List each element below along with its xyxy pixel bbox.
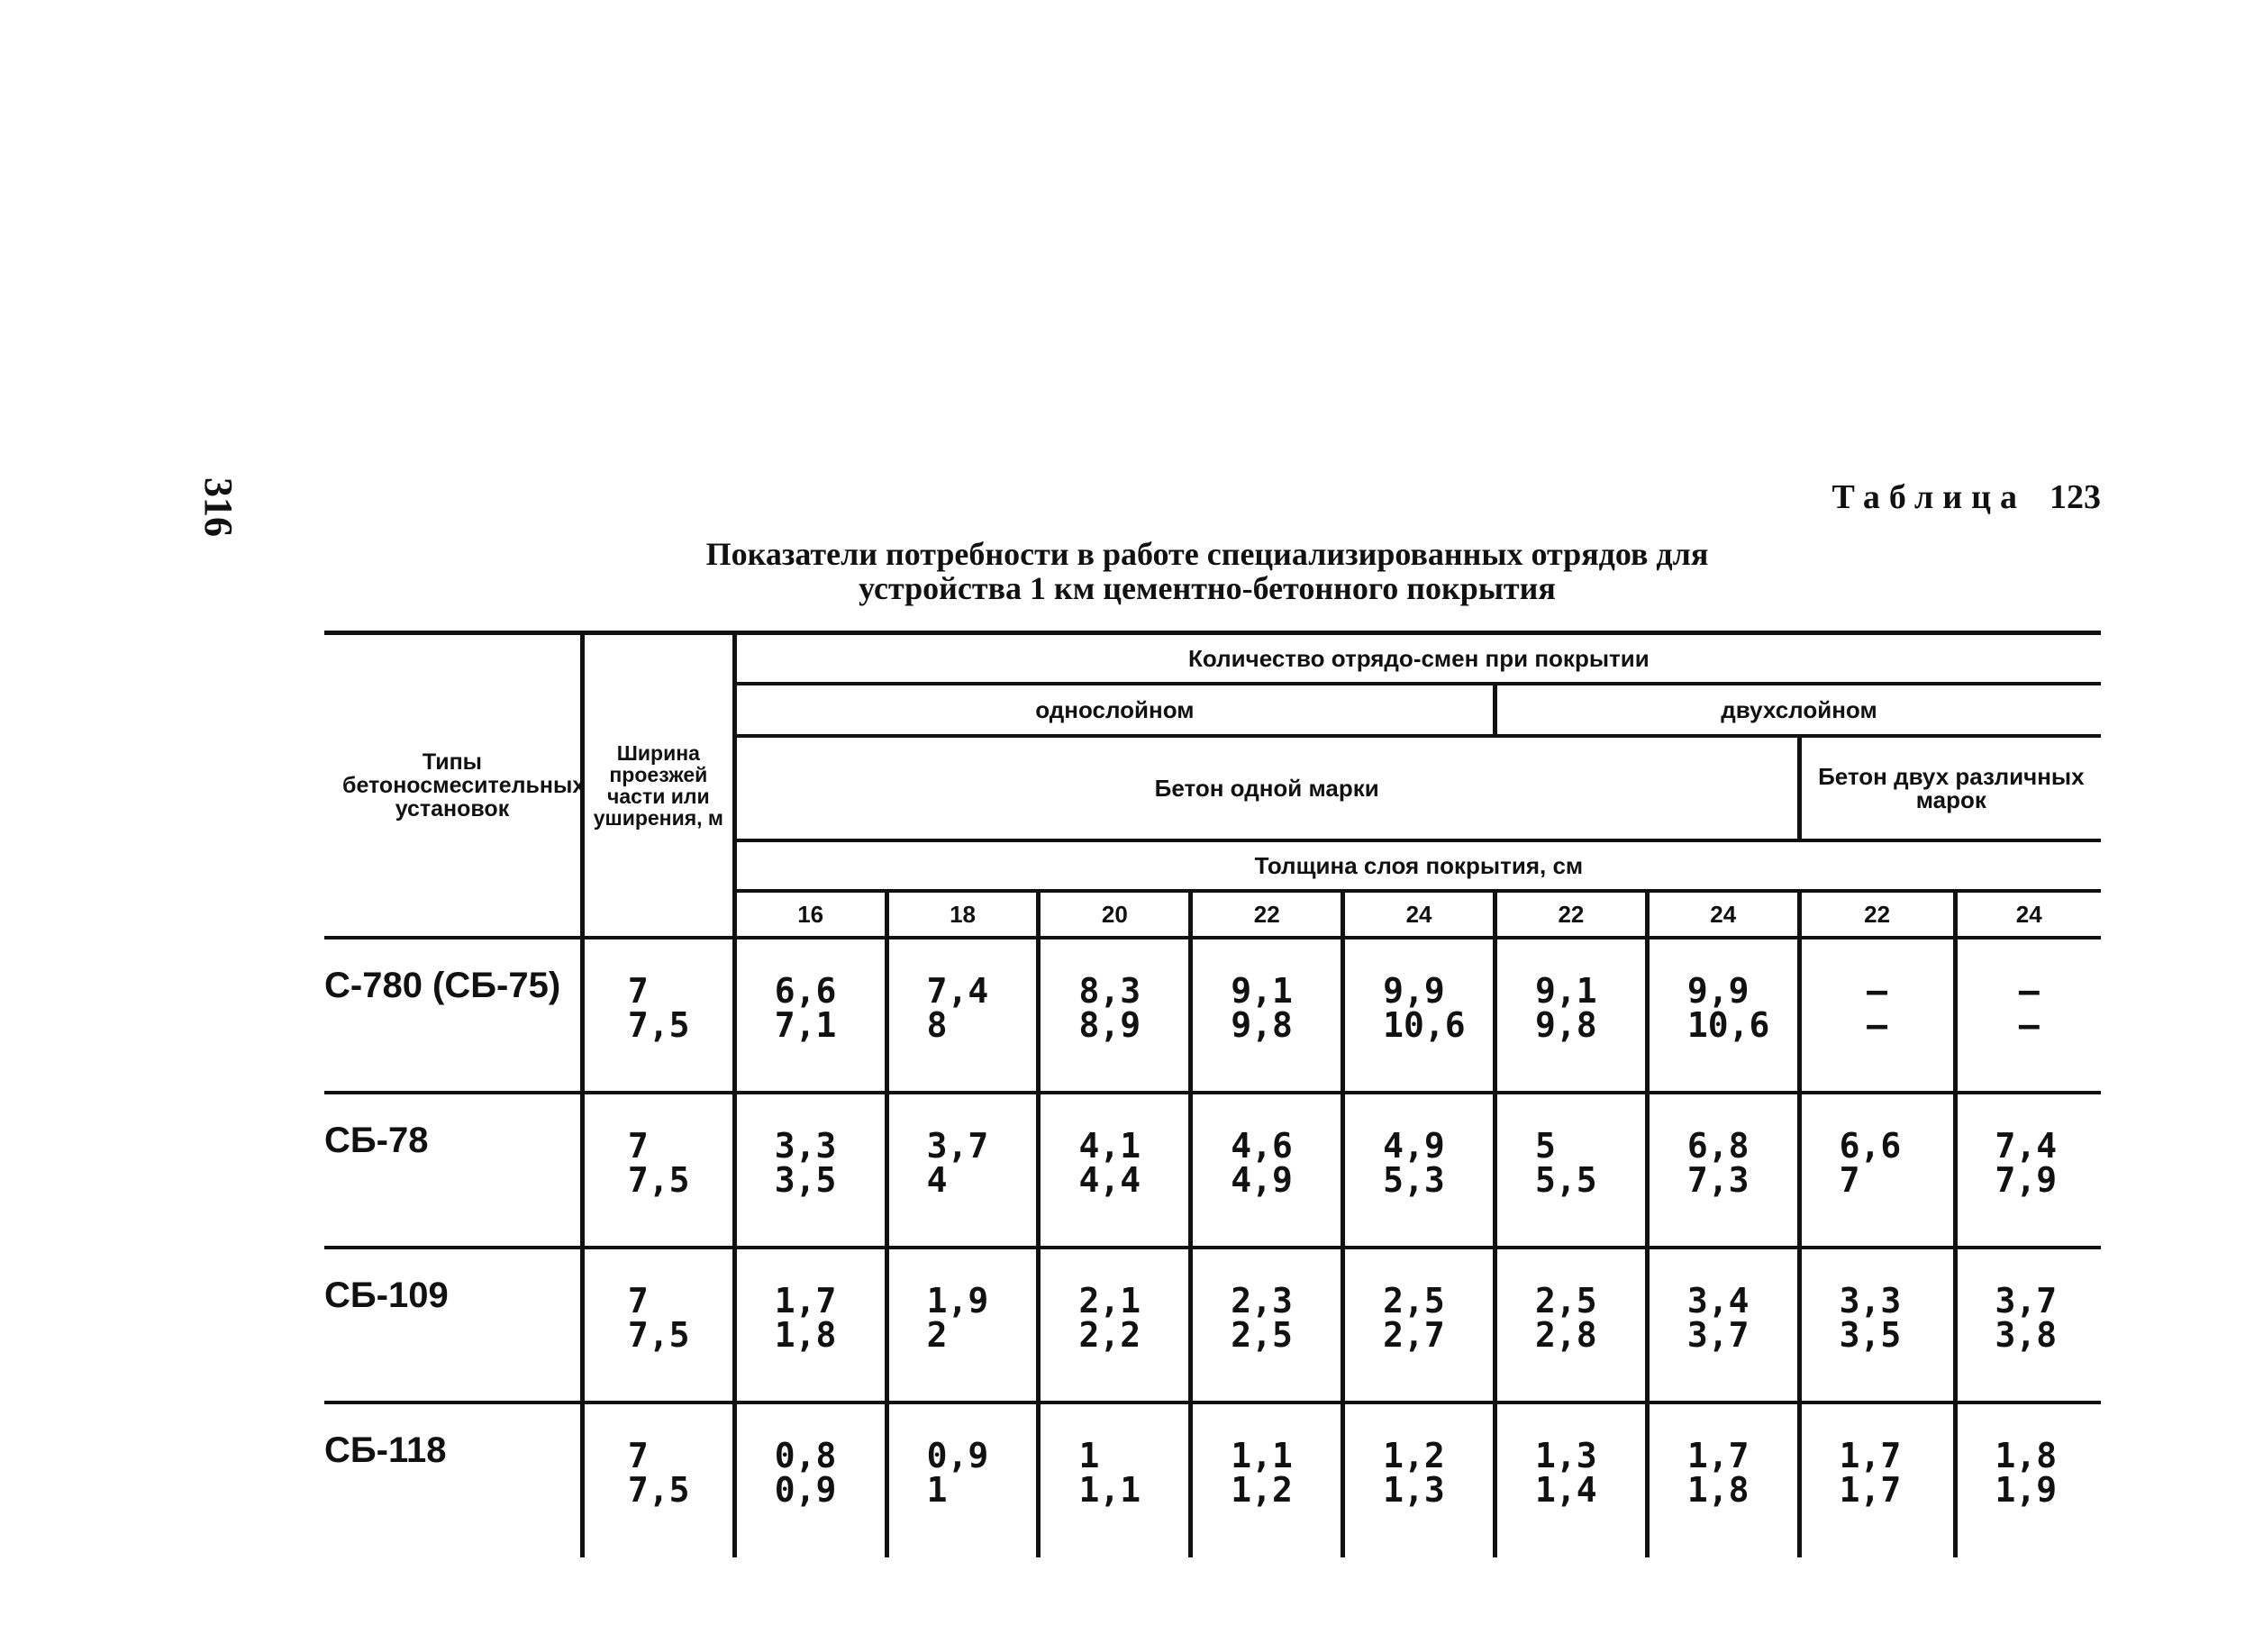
cell-line: 2,2 — [1078, 1314, 1141, 1355]
cell-line: 1,1 — [1078, 1469, 1141, 1510]
cell-line: 2,3 — [1231, 1280, 1293, 1321]
cell-line: 3,8 — [1995, 1314, 2058, 1355]
table-cell — [1955, 1402, 2101, 1557]
table-cell — [734, 1093, 886, 1248]
table-cell — [1647, 1248, 1799, 1402]
col-header: 24 — [1343, 891, 1495, 938]
cell-line: 10,6 — [1686, 1004, 1770, 1045]
cell-line: 7,5 — [627, 1469, 690, 1510]
table-cell — [886, 938, 1039, 1093]
cell-line: 2,1 — [1078, 1280, 1141, 1321]
cell-line: 7 — [627, 1280, 649, 1321]
table-cell — [1799, 1402, 1955, 1557]
cell-line: 2,5 — [1383, 1280, 1445, 1321]
cell-line: 1,8 — [1995, 1435, 2058, 1475]
cell-line: 1,3 — [1534, 1435, 1597, 1475]
cell-line: 1,7 — [1686, 1435, 1750, 1475]
table-cell — [1955, 938, 2101, 1093]
table-cell — [1495, 1402, 1647, 1557]
row-type: СБ-78 — [324, 1093, 582, 1248]
table-cell — [1799, 938, 1955, 1093]
cell-line: 7 — [627, 1435, 649, 1475]
cell-line: 3,5 — [774, 1159, 837, 1200]
cell-line: 7,4 — [926, 970, 989, 1011]
cell-line: 1,4 — [1534, 1469, 1597, 1510]
cell-line: 1,7 — [1839, 1435, 1902, 1475]
row-width — [582, 1248, 734, 1402]
col-header: 24 — [1647, 891, 1799, 938]
cell-line: 1,1 — [1231, 1435, 1293, 1475]
col-header: 18 — [886, 891, 1039, 938]
cell-line: 3,7 — [1686, 1314, 1750, 1355]
data-table — [324, 631, 2101, 1557]
header-count: Количество отрядо-смен при покрытии — [734, 633, 2101, 684]
cell-line: 4,1 — [1078, 1125, 1141, 1166]
cell-line: 1,8 — [774, 1314, 837, 1355]
table-cell — [1039, 1093, 1191, 1248]
cell-line: 1,7 — [1839, 1469, 1902, 1510]
header-thickness: Толщина слоя покрытия, см — [734, 840, 2101, 891]
table-label-text: Таблица — [1831, 478, 2026, 516]
cell-line: 3,4 — [1686, 1280, 1750, 1321]
table-cell — [886, 1093, 1039, 1248]
table-label — [1831, 477, 2101, 517]
cell-line: 4,9 — [1231, 1159, 1293, 1200]
header-one-grade: Бетон одной марки — [734, 736, 1799, 840]
table-number: 123 — [2050, 478, 2101, 516]
title-line-2: устройства 1 км цементно-бетонного покрытия — [859, 570, 1556, 606]
cell-line: 9,8 — [1231, 1004, 1293, 1045]
cell-line: 7,5 — [627, 1314, 690, 1355]
cell-line: 3,5 — [1839, 1314, 1902, 1355]
col-header: 20 — [1039, 891, 1191, 938]
cell-line: — — [1867, 970, 1888, 1011]
title-line-1: Показатели потребности в работе специализированных отрядов для — [705, 536, 1709, 572]
row-type: СБ-118 — [324, 1430, 447, 1470]
cell-line: — — [1867, 1004, 1888, 1045]
cell-line: 0,9 — [926, 1435, 989, 1475]
cell-line: 4,6 — [1231, 1125, 1293, 1166]
table-cell — [1191, 1402, 1343, 1557]
table-cell — [1191, 1093, 1343, 1248]
header-type: Типы бетоносмесительных установок — [324, 633, 582, 938]
cell-line: 3,3 — [1839, 1280, 1902, 1321]
table-cell — [1039, 1402, 1191, 1557]
cell-line: 8 — [926, 1004, 948, 1045]
table-cell — [734, 1402, 886, 1557]
cell-line: 1,2 — [1231, 1469, 1293, 1510]
cell-line: 7 — [1839, 1159, 1860, 1200]
cell-line: 1,3 — [1383, 1469, 1445, 1510]
cell-line: 1 — [1078, 1435, 1100, 1475]
col-header: 24 — [1955, 891, 2101, 938]
cell-line: 7,9 — [1995, 1159, 2058, 1200]
cell-line: 0,8 — [774, 1435, 837, 1475]
table-cell — [1039, 938, 1191, 1093]
table-cell — [886, 1248, 1039, 1402]
table-cell — [1343, 1093, 1495, 1248]
row-width — [582, 1093, 734, 1248]
cell-line: 8,9 — [1078, 1004, 1141, 1045]
cell-line: 7,4 — [1995, 1125, 2058, 1166]
row-width — [582, 938, 734, 1093]
table-cell — [1955, 1248, 2101, 1402]
table-cell — [1039, 1248, 1191, 1402]
table-cell — [886, 1402, 1039, 1557]
table-cell — [1647, 1093, 1799, 1248]
col-header: 22 — [1191, 891, 1343, 938]
cell-line: 6,8 — [1686, 1125, 1750, 1166]
cell-line: 9,9 — [1686, 970, 1750, 1011]
cell-line: 9,8 — [1534, 1004, 1597, 1045]
table-cell — [1495, 1093, 1647, 1248]
cell-line: 7,5 — [627, 1004, 690, 1045]
table-cell — [734, 938, 886, 1093]
cell-line: 1,2 — [1383, 1435, 1445, 1475]
cell-line: 1 — [926, 1469, 948, 1510]
cell-line: 9,1 — [1534, 970, 1597, 1011]
table-cell — [1343, 1248, 1495, 1402]
cell-line: 3,7 — [1995, 1280, 2058, 1321]
cell-line: 5,3 — [1383, 1159, 1445, 1200]
cell-line: 7,5 — [627, 1159, 690, 1200]
table-cell — [1799, 1093, 1955, 1248]
cell-line: 7 — [627, 1125, 649, 1166]
cell-line: 2,5 — [1534, 1280, 1597, 1321]
header-single: однослойном — [734, 684, 1495, 736]
col-header: 16 — [734, 891, 886, 938]
cell-line: 5 — [1534, 1125, 1556, 1166]
cell-line: 1,9 — [1995, 1469, 2058, 1510]
row-width — [582, 1402, 734, 1557]
cell-line: 1,7 — [774, 1280, 837, 1321]
cell-line: 8,3 — [1078, 970, 1141, 1011]
cell-line: 7 — [627, 970, 649, 1011]
cell-line: 4,4 — [1078, 1159, 1141, 1200]
cell-line: 9,9 — [1383, 970, 1445, 1011]
cell-line: 2 — [926, 1314, 948, 1355]
table-cell — [1191, 1248, 1343, 1402]
table-cell — [1343, 1402, 1495, 1557]
table-title — [631, 537, 1784, 605]
cell-line: 2,5 — [1231, 1314, 1293, 1355]
table-cell — [1495, 1248, 1647, 1402]
cell-line: 1,8 — [1686, 1469, 1750, 1510]
cell-line: 6,6 — [1839, 1125, 1902, 1166]
table-cell — [1647, 1402, 1799, 1557]
cell-line: — — [2018, 970, 2040, 1011]
table-cell — [734, 1248, 886, 1402]
table-cell — [1955, 1093, 2101, 1248]
cell-line: 1,9 — [926, 1280, 989, 1321]
cell-line: 2,8 — [1534, 1314, 1597, 1355]
table-cell — [1647, 938, 1799, 1093]
cell-line: 0,9 — [774, 1469, 837, 1510]
table-row — [324, 1248, 2101, 1402]
cell-line: 9,1 — [1231, 970, 1293, 1011]
cell-line: — — [2018, 1004, 2040, 1045]
table-cell — [1495, 938, 1647, 1093]
table-cell — [1343, 938, 1495, 1093]
cell-line: 4,9 — [1383, 1125, 1445, 1166]
table-row — [324, 1402, 2101, 1557]
row-type: СБ-109 — [324, 1248, 582, 1402]
cell-line: 2,7 — [1383, 1314, 1445, 1355]
col-header: 22 — [1799, 891, 1955, 938]
cell-line: 6,6 — [774, 970, 837, 1011]
col-header: 22 — [1495, 891, 1647, 938]
table-row — [324, 938, 2101, 1093]
cell-line: 3,3 — [774, 1125, 837, 1166]
cell-line: 7,3 — [1686, 1159, 1750, 1200]
cell-line: 10,6 — [1383, 1004, 1466, 1045]
table-cell — [1191, 938, 1343, 1093]
table-row — [324, 1093, 2101, 1248]
header-two-grades: Бетон двух различных марок — [1799, 736, 2101, 840]
table-cell — [1799, 1248, 1955, 1402]
cell-line: 7,1 — [774, 1004, 837, 1045]
cell-line: 5,5 — [1534, 1159, 1597, 1200]
header-double: двухслойном — [1495, 684, 2101, 736]
header-width: Ширина проезжей части или уширения, м — [582, 633, 734, 938]
page-number: 316 — [196, 477, 241, 537]
cell-line: 3,7 — [926, 1125, 989, 1166]
row-type: С-780 (СБ-75) — [324, 938, 582, 1093]
cell-line: 4 — [926, 1159, 948, 1200]
